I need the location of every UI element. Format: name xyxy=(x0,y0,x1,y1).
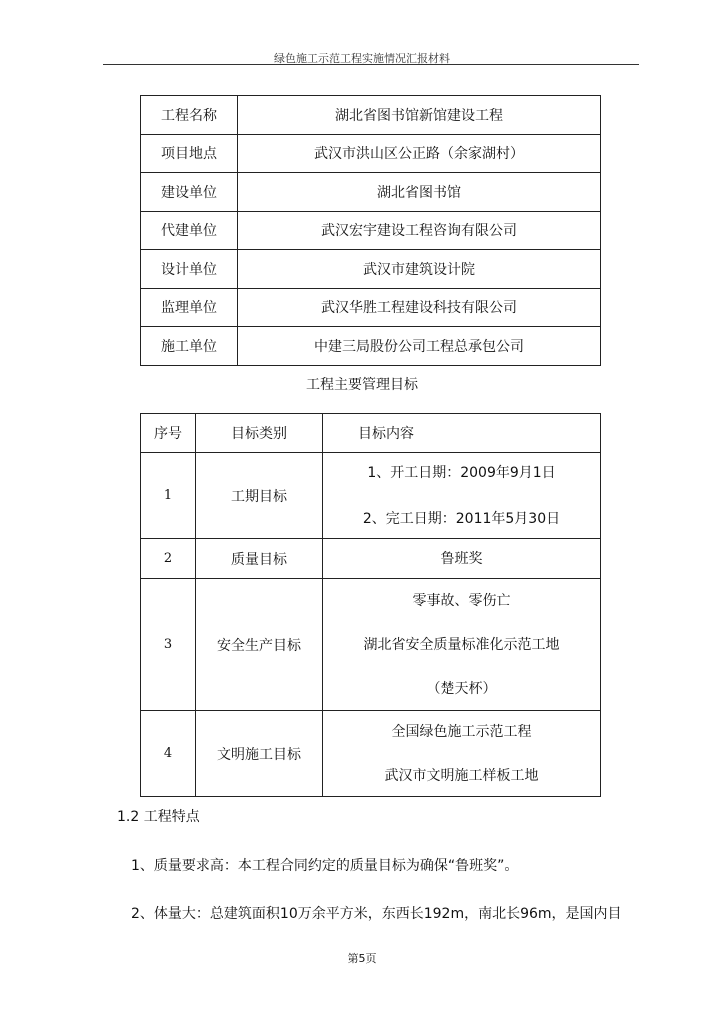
table-header-row xyxy=(141,414,601,453)
goals-table xyxy=(140,413,601,797)
goal-no: 1 xyxy=(141,453,196,539)
goal-content xyxy=(323,453,601,539)
goals-title: 工程主要管理目标 xyxy=(306,377,418,393)
table-row xyxy=(141,134,601,173)
column-header-category: 目标类别 xyxy=(196,414,323,453)
table-row xyxy=(141,711,601,797)
info-value: 湖北省图书馆 xyxy=(238,173,601,212)
table-row xyxy=(141,173,601,212)
goal-content-line: 1、开工日期：2009年9月1日 xyxy=(367,464,556,481)
info-label: 施工单位 xyxy=(141,327,238,366)
table-row xyxy=(141,250,601,289)
goal-content-line: 2、完工日期：2011年5月30日 xyxy=(362,510,561,527)
goal-no: 3 xyxy=(141,579,196,711)
table-row xyxy=(141,539,601,579)
project-info-table xyxy=(140,95,601,366)
goal-content-line: 湖北省安全质量标准化示范工地 xyxy=(363,636,560,653)
table-row xyxy=(141,579,601,711)
goal-content xyxy=(323,579,601,711)
info-value: 中建三局股份公司工程总承包公司 xyxy=(238,327,601,366)
goal-content xyxy=(323,711,601,797)
goal-content-line: 鲁班奖 xyxy=(440,550,483,567)
info-value: 武汉市建筑设计院 xyxy=(238,250,601,289)
paragraph: 1、质量要求高：本工程合同约定的质量目标为确保“鲁班奖”。 xyxy=(131,858,519,874)
info-label: 建设单位 xyxy=(141,173,238,212)
info-label: 监理单位 xyxy=(141,288,238,327)
info-value: 湖北省图书馆新馆建设工程 xyxy=(238,96,601,135)
goal-category: 质量目标 xyxy=(196,539,323,579)
info-label: 项目地点 xyxy=(141,134,238,173)
goal-content xyxy=(323,539,601,579)
info-value: 武汉华胜工程建设科技有限公司 xyxy=(238,288,601,327)
page-header: 绿色施工示范工程实施情况汇报材料 xyxy=(274,52,450,65)
goal-no: 2 xyxy=(141,539,196,579)
goal-content-line: （楚天杯） xyxy=(426,680,497,697)
info-value: 武汉宏宇建设工程咨询有限公司 xyxy=(238,211,601,250)
section-heading: 1.2 工程特点 xyxy=(117,809,200,825)
column-header-no: 序号 xyxy=(141,414,196,453)
column-header-content: 目标内容 xyxy=(323,414,601,453)
page-number: 第5页 xyxy=(347,952,377,965)
info-label: 工程名称 xyxy=(141,96,238,135)
info-value: 武汉市洪山区公正路（余家湖村） xyxy=(238,134,601,173)
table-row xyxy=(141,211,601,250)
goal-content-line: 武汉市文明施工样板工地 xyxy=(384,767,539,784)
goal-category: 工期目标 xyxy=(196,453,323,539)
goal-category: 安全生产目标 xyxy=(196,579,323,711)
info-label: 设计单位 xyxy=(141,250,238,289)
table-row xyxy=(141,288,601,327)
info-label: 代建单位 xyxy=(141,211,238,250)
goal-category: 文明施工目标 xyxy=(196,711,323,797)
goal-no: 4 xyxy=(141,711,196,797)
table-row xyxy=(141,453,601,539)
header-divider xyxy=(103,64,639,65)
goal-content-line: 全国绿色施工示范工程 xyxy=(391,723,532,740)
paragraph: 2、体量大：总建筑面积10万余平方米，东西长192m，南北长96m，是国内目 xyxy=(131,906,622,922)
table-row xyxy=(141,327,601,366)
table-row xyxy=(141,96,601,135)
goal-content-line: 零事故、零伤亡 xyxy=(412,592,511,609)
